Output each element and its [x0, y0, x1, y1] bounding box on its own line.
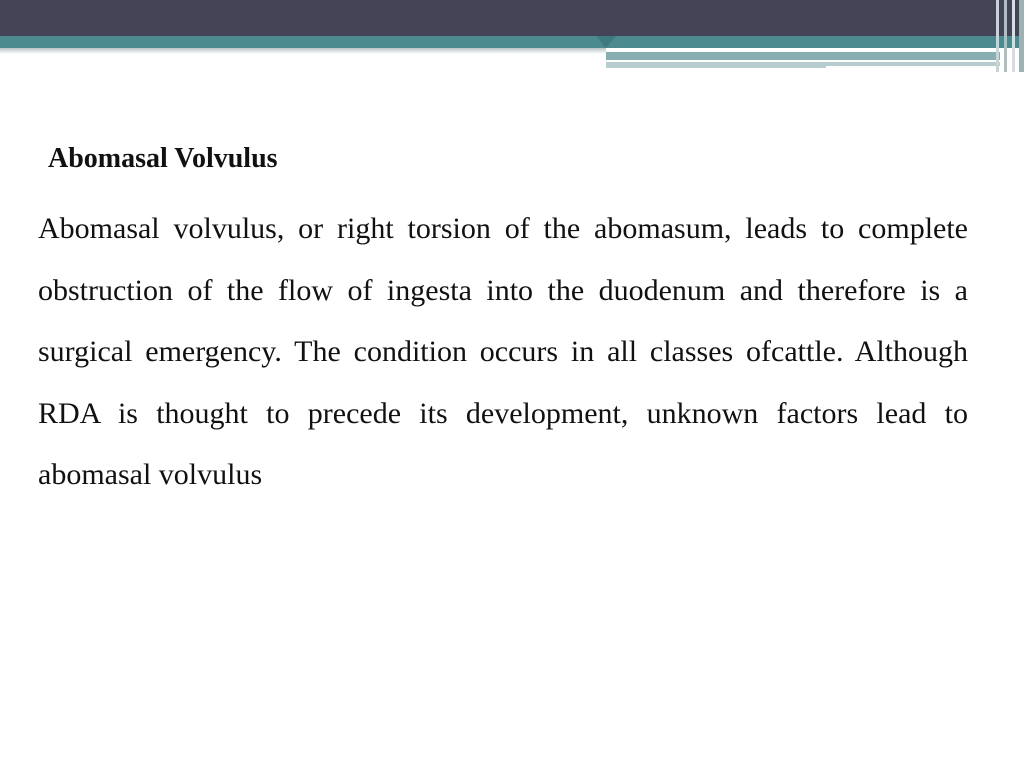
slide-body-text: Abomasal volvulus, or right torsion of the abomasum, leads to complete obstruction of the flow of ingesta into the duodenum and therefore is a surgical emergency. The condition occurs in all classes ofcattle. Although RDA is thought to precede its development, unknown factors lead to abomasal volvulus [38, 212, 968, 491]
header-edge-stripe [996, 0, 999, 72]
header-dark-band [0, 0, 1024, 36]
header-highlight-line [826, 66, 1000, 70]
header-accent-bar [606, 52, 1000, 60]
header-edge-stripe [1012, 0, 1015, 72]
header-edge-stripe [1004, 0, 1007, 72]
header-shadow [0, 48, 606, 54]
slide-title: Abomasal Volvulus [48, 143, 278, 174]
header-teal-band [0, 36, 1024, 48]
header-notch [596, 36, 616, 48]
header-edge-stripe [1019, 0, 1024, 72]
